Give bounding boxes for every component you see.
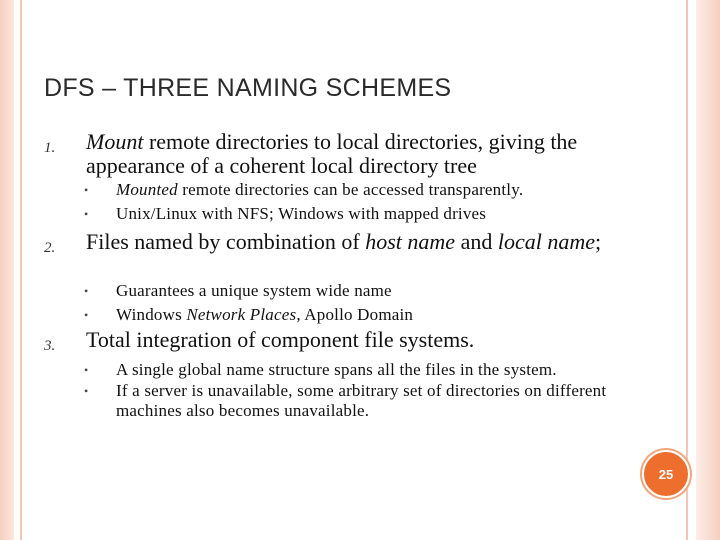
item-2-text-e: ; — [594, 229, 602, 254]
page-number-badge: 25 — [642, 450, 690, 498]
bullet-icon: • — [84, 384, 89, 398]
bullet-icon: • — [84, 207, 89, 221]
item-2-text-a: Files named by combination of — [86, 229, 366, 254]
item-1-bullet-2: Unix/Linux with NFS; Windows with mapped drives — [116, 204, 487, 223]
item-3-bullet-1: A single global name structure spans all the files in the system. — [116, 360, 557, 379]
item-1-text — [86, 130, 646, 178]
bullet-icon: • — [84, 363, 89, 377]
bullet-icon: • — [84, 183, 89, 197]
item-1-bullet-1 — [116, 180, 656, 200]
item-2-bullet-2-italic: Network Places — [186, 305, 297, 324]
item-2-local-name: local name — [497, 229, 595, 254]
left-frame-line — [20, 0, 22, 540]
slide-title: DFS – THREE NAMING SCHEMES — [44, 74, 452, 102]
right-frame-band — [696, 0, 720, 540]
item-1-bullet-1-rest: remote directories can be accessed transparently. — [177, 180, 524, 199]
item-2-text-c: and — [455, 229, 498, 254]
item-1-bullet-1-italic: Mounted — [116, 180, 178, 199]
left-frame-band — [0, 0, 14, 540]
item-3-number: 3. — [44, 338, 56, 354]
item-3-text: Total integration of component file systems. — [86, 327, 475, 352]
right-frame-line — [686, 0, 688, 540]
item-2-bullet-2-pre: Windows — [116, 305, 187, 324]
item-1-number: 1. — [44, 140, 56, 156]
bullet-icon: • — [84, 284, 89, 298]
item-2-bullet-1: Guarantees a unique system wide name — [116, 281, 392, 300]
item-3-bullet-2: If a server is unavailable, some arbitrary set of directories on different machines also becomes unavailable. — [116, 381, 607, 420]
item-1-text-rest: remote directories to local directories, giving the appearance of a coherent local directory tree — [86, 129, 578, 178]
item-2-number: 2. — [44, 240, 56, 256]
item-2-bullet-2-rest: , Apollo Domain — [296, 305, 414, 324]
item-2-host-name: host name — [365, 229, 456, 254]
item-2-text — [86, 230, 606, 254]
item-1-text-italic: Mount — [86, 129, 144, 154]
bullet-icon: • — [84, 308, 89, 322]
item-2-bullet-2 — [116, 305, 656, 325]
